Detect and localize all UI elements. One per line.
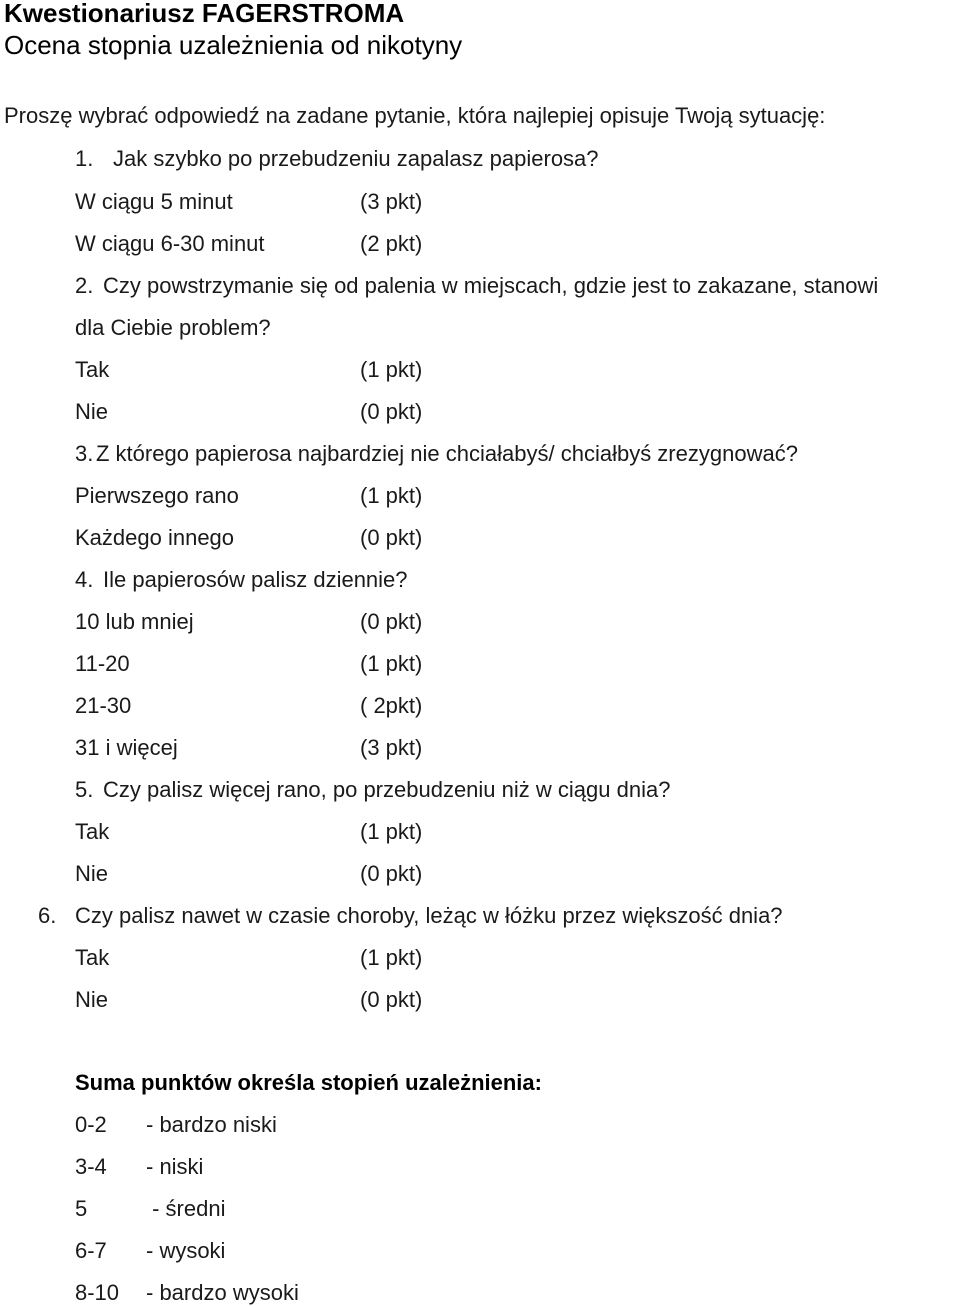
- question-5-number: 5.: [75, 777, 94, 802]
- level-1-desc: - bardzo niski: [146, 1112, 277, 1137]
- question-2-answer-1-points: (1 pkt): [360, 357, 423, 382]
- question-3-answer-2-label: Każdego innego: [75, 525, 235, 550]
- level-4-range: 6-7: [75, 1238, 107, 1263]
- level-5-desc: - bardzo wysoki: [146, 1280, 299, 1305]
- question-2-number: 2.: [75, 273, 94, 298]
- question-2-answer-2-points: (0 pkt): [360, 399, 423, 424]
- question-5-answer-1-label: Tak: [75, 819, 110, 844]
- level-2-range: 3-4: [75, 1154, 107, 1179]
- level-3-desc: - średni: [146, 1196, 226, 1221]
- question-4-text: Ile papierosów palisz dziennie?: [103, 567, 408, 592]
- question-4-answer-2-points: (1 pkt): [360, 651, 423, 676]
- question-5-text: Czy palisz więcej rano, po przebudzeniu niż w ciągu dnia?: [103, 777, 671, 802]
- question-1-text: Jak szybko po przebudzeniu zapalasz papierosa?: [113, 146, 599, 171]
- question-2-answer-1-label: Tak: [75, 357, 110, 382]
- question-4-number: 4.: [75, 567, 94, 592]
- question-3-text: Z którego papierosa najbardziej nie chciałabyś/ chciałbyś zrezygnować?: [96, 441, 798, 466]
- question-1-answer-2-points: (2 pkt): [360, 231, 423, 256]
- question-1-answer-1-points: (3 pkt): [360, 189, 423, 214]
- question-2-text: Czy powstrzymanie się od palenia w miejscach, gdzie jest to zakazane, stanowi: [103, 273, 879, 298]
- summary-heading: Suma punktów określa stopień uzależnienia:: [75, 1070, 542, 1095]
- question-5-answer-2-points: (0 pkt): [360, 861, 423, 886]
- question-3-answer-2-points: (0 pkt): [360, 525, 423, 550]
- instruction-text: Proszę wybrać odpowiedź na zadane pytanie, która najlepiej opisuje Twoją sytuację:: [4, 103, 826, 128]
- question-4-answer-4-points: (3 pkt): [360, 735, 423, 760]
- document-subtitle: Ocena stopnia uzależnienia od nikotyny: [4, 30, 463, 60]
- level-1-range: 0-2: [75, 1112, 107, 1137]
- question-5-answer-1-points: (1 pkt): [360, 819, 423, 844]
- level-3-range: 5: [75, 1196, 88, 1221]
- level-4-desc: - wysoki: [146, 1238, 226, 1263]
- question-3-number: 3.: [75, 441, 94, 466]
- question-4-answer-3-label: 21-30: [75, 693, 132, 718]
- question-6-answer-2-points: (0 pkt): [360, 987, 423, 1012]
- document-title: Kwestionariusz FAGERSTROMA: [4, 0, 405, 28]
- question-1-answer-2-label: W ciągu 6-30 minut: [75, 231, 265, 256]
- question-4-answer-1-points: (0 pkt): [360, 609, 423, 634]
- question-1-answer-1-label: W ciągu 5 minut: [75, 189, 233, 214]
- question-4-answer-3-points: ( 2pkt): [360, 693, 423, 718]
- question-6-answer-2-label: Nie: [75, 987, 109, 1012]
- question-2-answer-2-label: Nie: [75, 399, 109, 424]
- question-4-answer-4-label: 31 i więcej: [75, 735, 178, 760]
- question-6-number: 6.: [38, 903, 57, 928]
- question-2-text-continued: dla Ciebie problem?: [75, 315, 271, 340]
- question-6-answer-1-label: Tak: [75, 945, 110, 970]
- question-1-number: 1.: [75, 146, 94, 171]
- question-5-answer-2-label: Nie: [75, 861, 109, 886]
- level-2-desc: - niski: [146, 1154, 204, 1179]
- question-3-answer-1-label: Pierwszego rano: [75, 483, 239, 508]
- question-6-answer-1-points: (1 pkt): [360, 945, 423, 970]
- question-4-answer-1-label: 10 lub mniej: [75, 609, 194, 634]
- question-6-text: Czy palisz nawet w czasie choroby, leżąc w łóżku przez większość dnia?: [75, 903, 783, 928]
- question-4-answer-2-label: 11-20: [75, 651, 130, 676]
- question-3-answer-1-points: (1 pkt): [360, 483, 423, 508]
- level-5-range: 8-10: [75, 1280, 120, 1305]
